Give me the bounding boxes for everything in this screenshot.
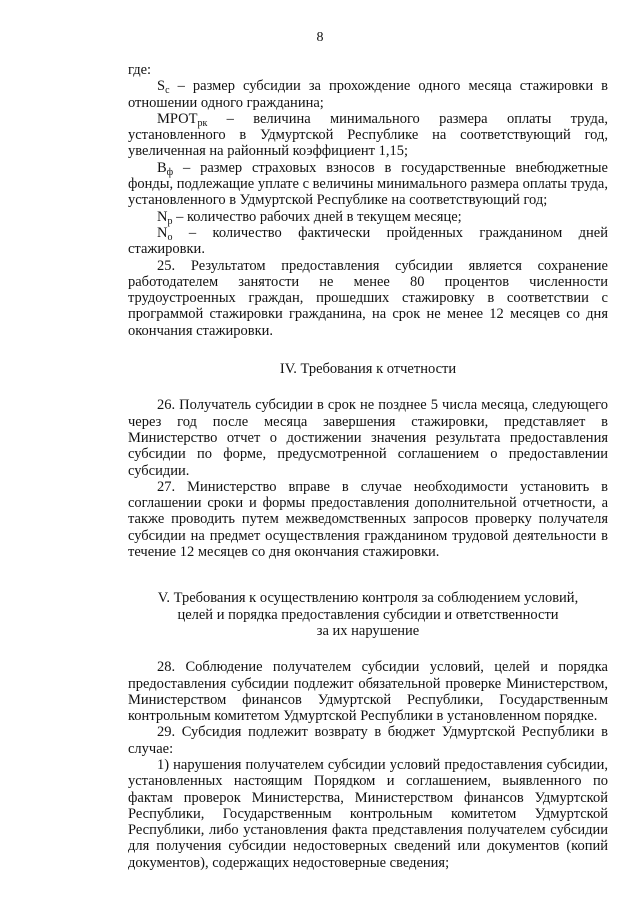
section-5-heading-line: целей и порядка предоставления субсидии и ответственности [177, 606, 559, 623]
definition-text: – величина минимального размера оплаты труда, установленного в Удмуртской Республике на соответствующий год, увеличенная на районный коэффициент 1,15; [128, 110, 608, 160]
definition-symbol: В [157, 159, 167, 176]
paragraph-29-item-1: 1) нарушения получателем субсидии условий предоставления субсидии, установленных настоящим Порядком и соглашением, выявленного по фактам проверок Министерства, Министерством финансов Удмуртской Республики, Государственным контрольным комитетом Удмуртской Республики, либо установления факта представления получателем субсидии для получения субсидии недостоверных сведений или документов (копий документов), содержащих недостоверные сведения; [128, 756, 608, 871]
paragraph-25: 25. Результатом предоставления субсидии является сохранение работодателем занятости не менее 80 процентов численности трудоустроенных граждан, прошедших стажировку в соответствии с программой стажировки гражданина, на срок не менее 12 месяцев со дня окончания стажировки. [128, 257, 608, 339]
definition-vf [128, 160, 608, 209]
definition-sc [128, 78, 608, 111]
section-5-heading-line: за их нарушение [316, 622, 420, 639]
definition-subscript: о [167, 231, 173, 243]
paragraph-29: 29. Субсидия подлежит возврату в бюджет Удмуртской Республики в случае: [128, 724, 608, 757]
definition-no [128, 225, 608, 258]
where-label: где: [128, 62, 152, 78]
definition-text: – количество фактически пройденных гражданином дней стажировки. [128, 224, 608, 258]
definition-subscript: рк [197, 117, 208, 129]
definition-subscript: с [165, 85, 170, 97]
paragraph-27: 27. Министерство вправе в случае необходимости установить в соглашении сроки и формы предоставления дополнительной отчетности, а также проводить путем межведомственных запросов проверку получателя субсидии на предмет осуществления гражданином трудовой деятельности в течение 12 месяцев со дня окончания стажировки. [128, 478, 608, 561]
definition-text: – размер страховых взносов в государственные внебюджетные фонды, подлежащие уплате с величины минимального размера оплаты труда, установленного в Удмуртской Республике на соответствующий год; [128, 159, 608, 209]
definition-np [128, 209, 608, 225]
definition-text: – размер субсидии за прохождение одного месяца стажировки в отношении одного гражданина; [128, 78, 608, 111]
definition-symbol: N [157, 208, 168, 225]
definition-text: – количество рабочих дней в текущем месяце; [172, 208, 462, 225]
definition-subscript: ф [166, 166, 174, 178]
document-body [128, 62, 608, 871]
definition-symbol: S [157, 78, 166, 95]
definition-symbol: МРОТ [157, 110, 198, 127]
paragraph-26: 26. Получатель субсидии в срок не позднее 5 числа месяца, следующего через год после месяца завершения стажировки, представляет в Министерство отчет о достижении значения результата предоставления субсидии по форме, предусмотренной соглашением о предоставлении субсидии. [128, 397, 608, 479]
definition-mrot [128, 111, 608, 160]
page-number: 8 [316, 30, 324, 45]
definition-symbol: N [157, 224, 168, 241]
section-4-heading: IV. Требования к отчетности [279, 361, 457, 378]
section-5-heading [128, 590, 608, 639]
paragraph-28: 28. Соблюдение получателем субсидии условий, целей и порядка предоставления субсидии подлежит обязательной проверке Министерством, Министерством финансов Удмуртской Республики, Государственным контрольным комитетом Удмуртской Республики в установленном порядке. [128, 659, 608, 725]
section-5-heading-line: V. Требования к осуществлению контроля за соблюдением условий, [157, 590, 579, 607]
definition-subscript: р [167, 215, 173, 227]
